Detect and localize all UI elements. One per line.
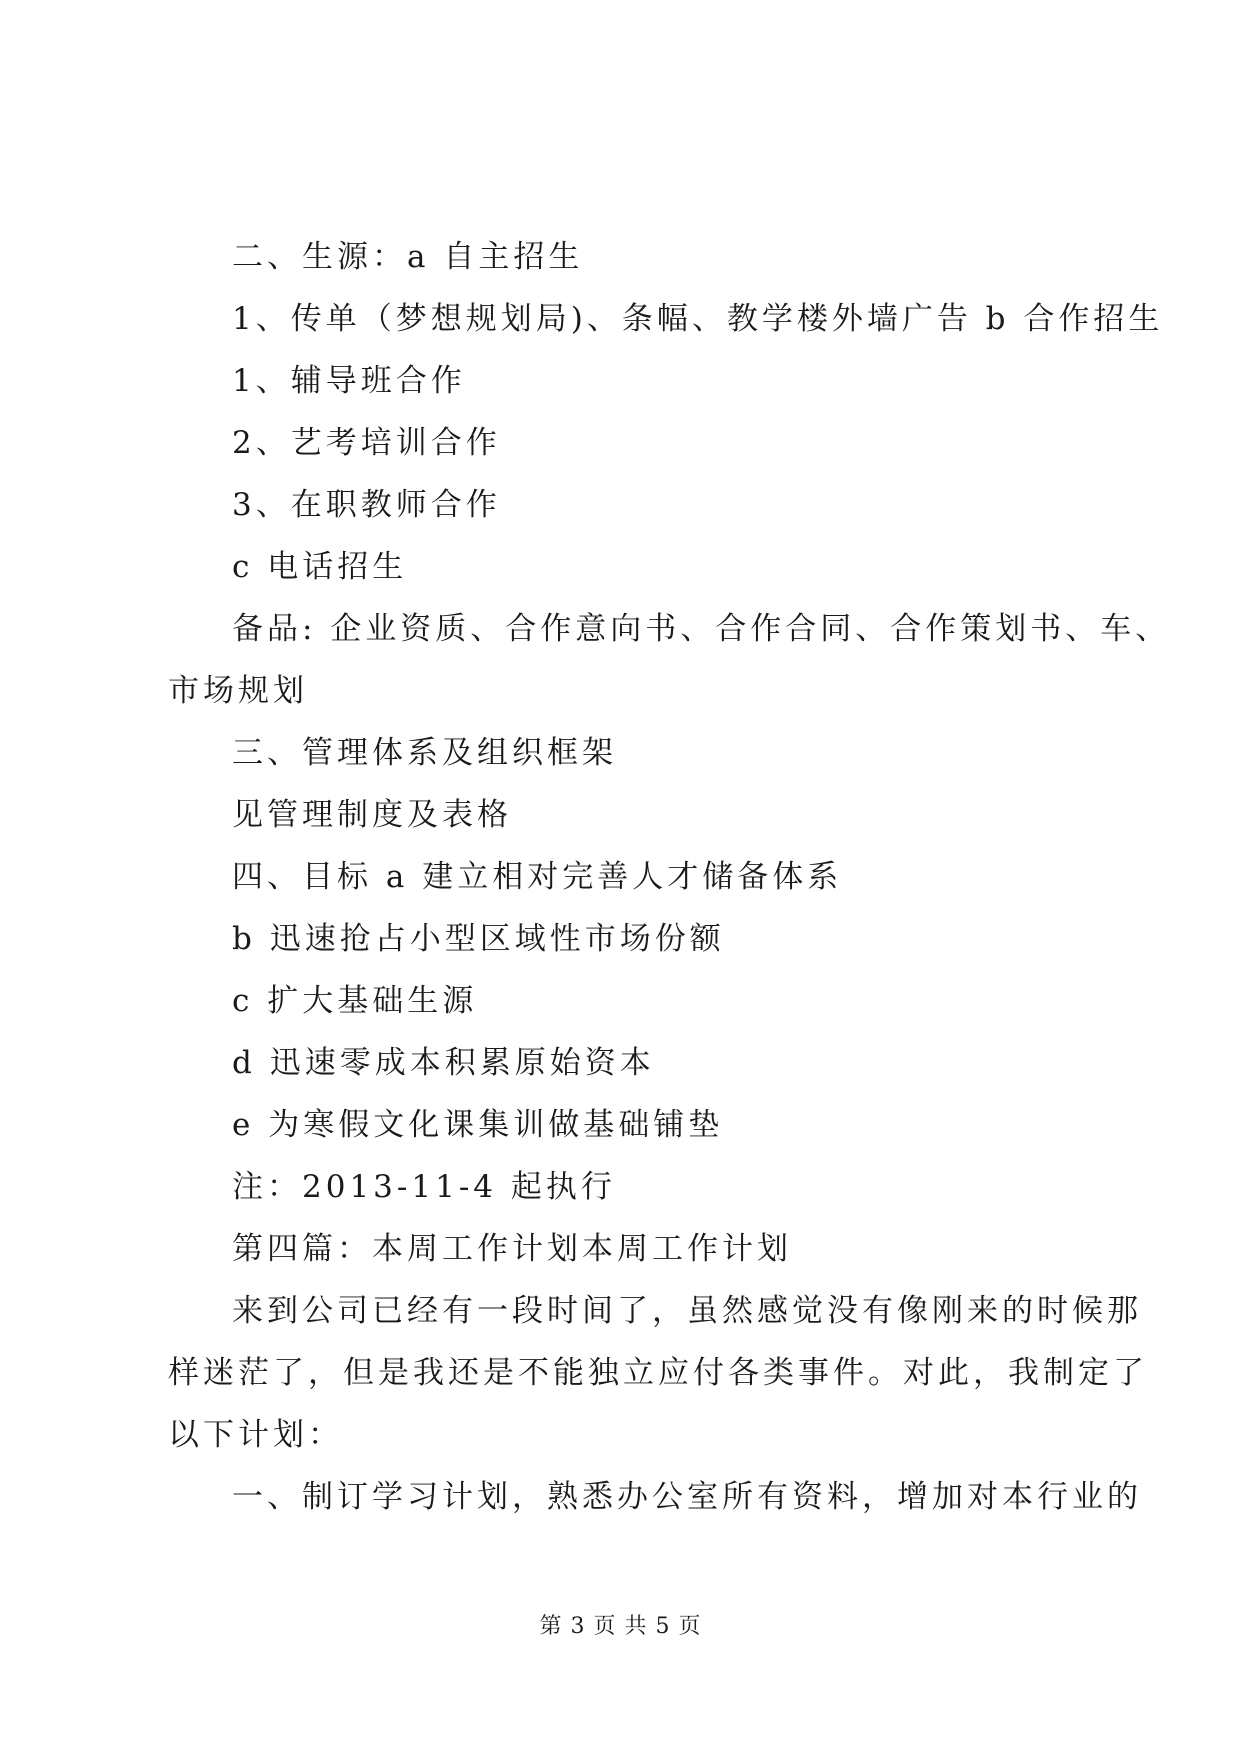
text-line: 1、传单（梦想规划局)、条幅、教学楼外墙广告 b 合作招生: [232, 301, 1164, 337]
text-line: b 迅速抢占小型区域性市场份额: [232, 921, 725, 957]
text-line: 3、在职教师合作: [232, 487, 501, 523]
text-line: 备品: 企业资质、合作意向书、合作合同、合作策划书、车、: [232, 611, 1171, 647]
text-line: 第四篇：本周工作计划本周工作计划: [232, 1231, 792, 1267]
text-line: 一、制订学习计划，熟悉办公室所有资料，增加对本行业的: [232, 1479, 1142, 1515]
text-line: 以下计划：: [168, 1417, 343, 1453]
text-line: 市场规划: [168, 673, 308, 709]
page-footer: 第 3 页 共 5 页: [539, 1614, 702, 1639]
text-line: c 扩大基础生源: [232, 983, 478, 1019]
text-line: 样迷茫了，但是我还是不能独立应付各类事件。对此，我制定了: [168, 1355, 1148, 1391]
text-line: 注：2013-11-4 起执行: [232, 1169, 616, 1205]
text-line: 三、管理体系及组织框架: [232, 735, 617, 771]
text-line: 二、生源：a 自主招生: [232, 239, 584, 275]
text-line: c 电话招生: [232, 549, 408, 585]
text-line: 1、辅导班合作: [232, 363, 466, 399]
text-line: 2、艺考培训合作: [232, 425, 501, 461]
text-line: 四、目标 a 建立相对完善人才储备体系: [232, 859, 843, 895]
text-line: 来到公司已经有一段时间了，虽然感觉没有像刚来的时候那: [232, 1293, 1142, 1329]
text-line: 见管理制度及表格: [232, 797, 512, 833]
text-line: e 为寒假文化课集训做基础铺垫: [232, 1107, 724, 1143]
text-line: d 迅速零成本积累原始资本: [232, 1045, 655, 1081]
document-body: [168, 226, 1171, 1528]
